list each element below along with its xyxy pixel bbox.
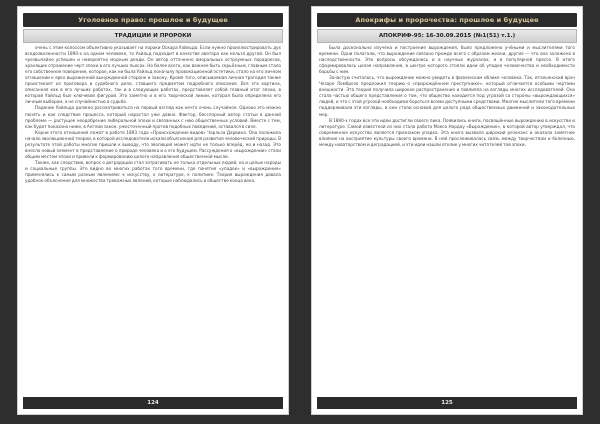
section-heading-bar (23, 29, 283, 43)
right-page (311, 6, 583, 415)
paragraph: Также, как следствие, вопрос о деградации стал затрагивать не только отдельных людей, но и целые народы и социальные группы. Это видно во многих работах того времени, где понятия «упадок» и «вырождение» применялись к самым разным явлениям: к искусству, к литературе, к политике. Теория вырождения давала удобное объяснение для множества тревожных явлений, которые наблюдались в обществе конца века. (25, 159, 281, 184)
left-page (17, 6, 289, 415)
article-body (25, 45, 281, 392)
paragraph: Корни этого отношения лежат в работе 1893 года «Происхождение видов» Чарльза Дарвина. Она положила начало эволюционной теории, в которой исследователи искали объяснения для развития человеческой природы. В результате этой работы многие пришли к выводу, что эволюция может идти не только вперёд, но и назад. Это внесло новый элемент в представление о природе человека и о его будущем. Рассуждения о «вырождении» стали общим местом эпохи и привели к формированию целого направления общественной мысли. (25, 129, 281, 159)
paragraph: очень с этим колоссом объективно указывает на пороки Оскара Уайльда. Если нужно проиллюстрировать дух вседозволенности 1890-х на одном человеке, то Уайльд подходит в качестве аватара как нельзя другой. Он был чрезвычайно успешен и невероятно модным денди. Он автор отточенно аморальных остроумных парадоксов, хранящих отражение черт эпохи в его лучших пьесах. Но более всего, как важнее быть серьёзным, главным стало его собственное поведение, которое, как ни была Уайльд поначалу провокационной эстетики, стало на его личном отношении к ярко выраженной вынужденной стороне и закону. Кроме того, описываемая личная трагедия также проистекает из приговора и судебного дела, ставшего предметом подробного описания. Вся эта картина, описанная как в его лучших работах, так и в следующих работах, представляет собой главный итог эпохи, в которой Уайльд был ключевой фигурой. Это заметно и в его творческой линии, которая была определена его личным выбором, а не случайностью в судьбе. (25, 45, 281, 105)
section-heading: ТРАДИЦИИ И ПРОРОКИ (114, 33, 192, 39)
page-footer-bar (317, 397, 577, 409)
page-header-banner (23, 13, 283, 27)
section-heading: АПОКРИФ-95: 16-30.09.2015 (№1(51) т.1.) (378, 33, 516, 39)
paragraph: В 1890-х годах все эти идеи достигли своего пика. Появились книги, посвящённые вырождению в искусстве и литературе. Самой известной из них стала работа Макса Нордау «Вырождение», в которой автор утверждал, что современное искусство является признаком упадка. Эта книга вызвала широкий резонанс и оказала заметное влияние на восприятие культуры своего времени. В ней прослеживалась связь между творчеством и болезнью, между новаторством и деградацией, и эти идеи нашли отклик у многих читателей той эпохи. (319, 117, 575, 147)
paragraph: Была досконально изучена и построение вырождения, было предложено учёными и мыслителями того времени. Одни полагали, что вырождение связано прежде всего с образом жизни, другие — что оно заложено в наследственности. Эти вопросы обсуждались и в научных журналах, и в популярной прессе. В итоге сформировалось целое направление, в центре которого стояли идеи об упадке человечества и необходимости борьбы с ним. (319, 45, 575, 75)
page-header-banner (317, 13, 577, 27)
paragraph: Падение Уайльда должно рассматриваться на первый взгляд как нечто очень случайное. Однако это можно понять и как следствие процесса, который нарастал уже давно. Фактор, бесспорный автор статьи в данной проблеме — растущее неодобрение либеральной эпохи и связанных с нею общественных условий. Вместе с тем, как будет показано ниже, в Англии закон, ужесточенный против подобных поведений, оставался в силе. (25, 105, 281, 129)
section-heading-bar (317, 29, 577, 43)
page-header-title: Уголовное право: прошлое и будущее (78, 16, 228, 24)
article-body (319, 45, 575, 392)
page-number: 125 (441, 400, 453, 406)
page-footer-bar (23, 397, 283, 409)
paragraph: Зачастую считалось, что вырождение можно увидеть в физическом облике человека. Так, итальянский врач Чезаре Ломброзо предложил теорию о «прирождённом преступнике», который отличается особыми чертами внешности. Эта теория получила широкое распространение и повлияла на взгляды многих исследователей. Она стала частью общего представления о том, что общество находится под угрозой со стороны «вырождающихся» людей, и что с этой угрозой необходимо бороться всеми доступными средствами. Многие мыслители того времени поддерживали эти взгляды, и они стали основой для целого ряда общественных движений и законодательных мер. (319, 75, 575, 117)
page-number: 124 (147, 400, 159, 406)
page-header-title: Апокрифы и пророчества: прошлое и будущее (355, 16, 539, 24)
